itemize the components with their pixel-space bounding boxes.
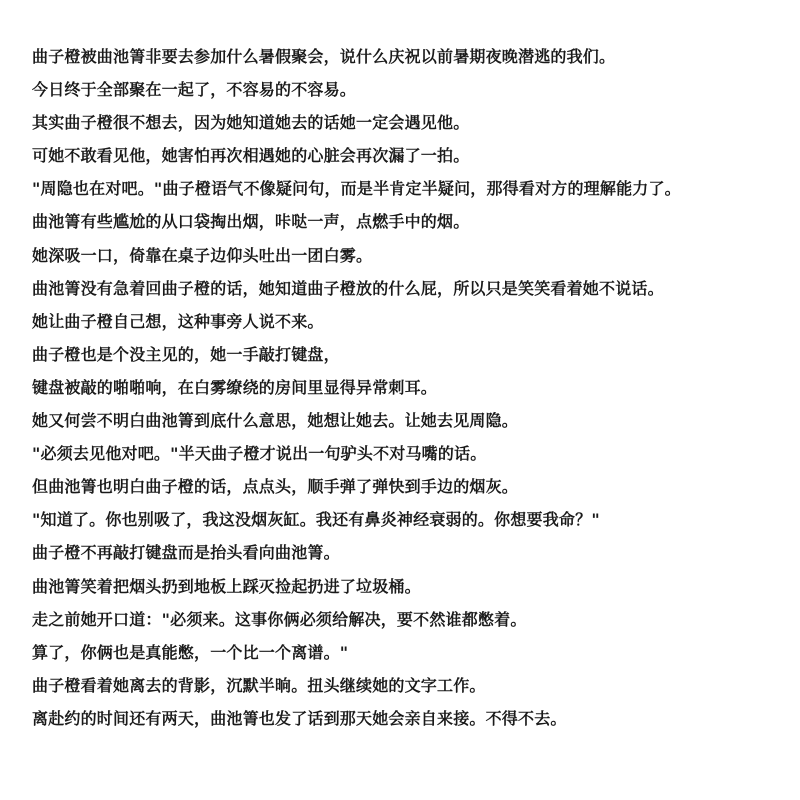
text-line: 她深吸一口，倚靠在桌子边仰头吐出一团白雾。 [32,245,373,265]
text-body [32,40,784,735]
text-line: 她让曲子橙自己想，这种事旁人说不来。 [32,311,324,331]
text-line: 算了，你俩也是真能憋，一个比一个离谱。" [32,642,349,662]
text-line: 键盘被敲的啪啪响，在白雾缭绕的房间里显得异常刺耳。 [32,377,438,397]
text-line: 曲池箐没有急着回曲子橙的话，她知道曲子橙放的什么屁，所以只是笑笑看着她不说话。 [32,278,664,298]
text-line: "周隐也在对吧。"曲子橙语气不像疑问句，而是半肯定半疑问，那得看对方的理解能力了。 [32,179,681,199]
text-line: 曲子橙不再敲打键盘而是抬头看向曲池箐。 [32,543,340,563]
text-line: 曲子橙也是个没主见的，她一手敲打键盘， [32,344,340,364]
text-line: "必须去见他对吧。"半天曲子橙才说出一句驴头不对马嘴的话。 [32,444,487,464]
text-line: 她又何尝不明白曲池箐到底什么意思，她想让她去。让她去见周隐。 [32,411,519,431]
text-line: 今日终于全部聚在一起了，不容易的不容易。 [32,80,357,100]
text-line: 离赴约的时间还有两天，曲池箐也发了话到那天她会亲自来接。不得不去。 [32,708,567,728]
text-line: 其实曲子橙很不想去，因为她知道她去的话她一定会遇见他。 [32,113,470,133]
text-line: 但曲池箐也明白曲子橙的话，点点头，顺手弹了弹快到手边的烟灰。 [32,477,519,497]
text-line: 曲子橙看着她离去的背影，沉默半晌。扭头继续她的文字工作。 [32,675,486,695]
text-line: 曲子橙被曲池箐非要去参加什么暑假聚会，说什么庆祝以前暑期夜晚潜逃的我们。 [32,47,616,66]
text-line: "知道了。你也别吸了，我这没烟灰缸。我还有鼻炎神经衰弱的。你想要我命？" [32,510,600,530]
text-line: 可她不敢看见他，她害怕再次相遇她的心脏会再次漏了一拍。 [32,146,470,166]
text-line: 曲池箐笑着把烟头扔到地板上踩灭捡起扔进了垃圾桶。 [32,576,421,596]
text-line: 曲池箐有些尴尬的从口袋掏出烟，咔哒一声，点燃手中的烟。 [32,212,470,232]
text-line: 走之前她开口道："必须来。这事你俩必须给解决，要不然谁都憋着。 [32,609,527,629]
